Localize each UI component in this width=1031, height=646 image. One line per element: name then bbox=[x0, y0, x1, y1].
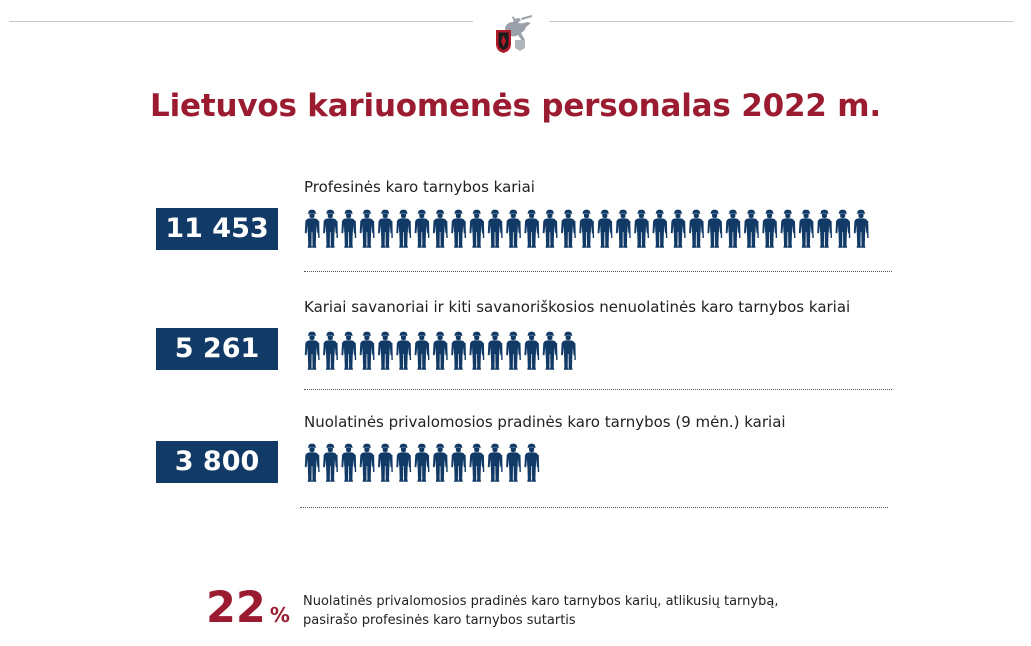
soldier-icon bbox=[561, 332, 576, 370]
army-emblem-icon bbox=[491, 14, 533, 54]
soldier-icon bbox=[817, 210, 832, 248]
soldier-icon bbox=[488, 444, 503, 482]
chart-title: Lietuvos kariuomenės personalas 2022 m. bbox=[150, 88, 881, 124]
soldier-icon bbox=[836, 210, 851, 248]
soldier-icon bbox=[360, 210, 375, 248]
soldier-icon bbox=[433, 210, 448, 248]
soldier-icon bbox=[726, 210, 741, 248]
soldier-icon bbox=[561, 210, 576, 248]
soldier-icon bbox=[799, 210, 814, 248]
soldier-icon bbox=[451, 332, 466, 370]
row-label-professional: Profesinės karo tarnybos kariai bbox=[304, 178, 535, 196]
soldier-icon bbox=[762, 210, 777, 248]
top-divider-left bbox=[9, 21, 473, 22]
soldier-icon bbox=[341, 444, 356, 482]
soldier-icon bbox=[744, 210, 759, 248]
soldier-icon bbox=[707, 210, 722, 248]
soldier-icon bbox=[451, 444, 466, 482]
row-label-volunteers: Kariai savanoriai ir kiti savanoriškosios nenuolatinės karo tarnybos kariai bbox=[304, 298, 851, 316]
value-box-professional: 11 453 bbox=[156, 208, 278, 250]
soldier-icon bbox=[616, 210, 631, 248]
soldier-icon bbox=[543, 210, 558, 248]
footer-text-line-1: Nuolatinės privalomosios pradinės karo tarnybos karių, atlikusių tarnybą, bbox=[303, 594, 779, 609]
soldier-icon bbox=[598, 210, 613, 248]
soldier-icon bbox=[378, 332, 393, 370]
value-box-conscripts: 3 800 bbox=[156, 441, 278, 483]
soldier-icon bbox=[433, 444, 448, 482]
footer-description bbox=[303, 592, 778, 630]
soldier-icon bbox=[360, 444, 375, 482]
soldier-icon bbox=[341, 332, 356, 370]
footer-text-line-2: pasirašo profesinės karo tarnybos sutartis bbox=[303, 613, 576, 628]
soldier-icon bbox=[415, 444, 430, 482]
soldier-icon bbox=[415, 210, 430, 248]
soldier-icon bbox=[506, 332, 521, 370]
icons-row-professional bbox=[304, 208, 884, 248]
soldier-icon bbox=[689, 210, 704, 248]
value-box-volunteers: 5 261 bbox=[156, 328, 278, 370]
top-divider-right bbox=[549, 21, 1013, 22]
soldier-icon bbox=[341, 210, 356, 248]
soldier-icon bbox=[671, 210, 686, 248]
soldier-icon bbox=[470, 444, 485, 482]
soldier-icon bbox=[323, 444, 338, 482]
row-divider-1 bbox=[304, 271, 892, 272]
soldier-icon bbox=[378, 210, 393, 248]
soldier-icon bbox=[543, 332, 558, 370]
soldier-icon bbox=[433, 332, 448, 370]
soldier-icon bbox=[451, 210, 466, 248]
soldier-icon bbox=[415, 332, 430, 370]
row-divider-2 bbox=[304, 389, 892, 390]
soldier-icon bbox=[396, 444, 411, 482]
soldier-icon bbox=[524, 210, 539, 248]
row-label-conscripts: Nuolatinės privalomosios pradinės karo tarnybos (9 mėn.) kariai bbox=[304, 413, 786, 431]
footer-percent bbox=[206, 583, 290, 633]
row-divider-3 bbox=[300, 507, 888, 508]
soldier-icon bbox=[488, 210, 503, 248]
soldier-icon bbox=[488, 332, 503, 370]
soldier-icon bbox=[305, 444, 320, 482]
footer-percent-sign: % bbox=[269, 603, 290, 627]
footer-percent-value: 22 bbox=[206, 583, 266, 633]
soldier-icon bbox=[524, 444, 539, 482]
soldier-icon bbox=[634, 210, 649, 248]
icons-row-conscripts bbox=[304, 442, 884, 482]
soldier-icon bbox=[323, 210, 338, 248]
soldier-icon bbox=[579, 210, 594, 248]
soldier-icon bbox=[506, 444, 521, 482]
soldier-icon bbox=[305, 332, 320, 370]
soldier-icon bbox=[323, 332, 338, 370]
soldier-icon bbox=[506, 210, 521, 248]
soldier-icon bbox=[470, 332, 485, 370]
soldier-icon bbox=[360, 332, 375, 370]
icons-row-volunteers bbox=[304, 330, 884, 370]
soldier-icon bbox=[653, 210, 668, 248]
soldier-icon bbox=[524, 332, 539, 370]
soldier-icon bbox=[854, 210, 869, 248]
soldier-icon bbox=[470, 210, 485, 248]
soldier-icon bbox=[396, 210, 411, 248]
soldier-icon bbox=[305, 210, 320, 248]
soldier-icon bbox=[396, 332, 411, 370]
soldier-icon bbox=[781, 210, 796, 248]
soldier-icon bbox=[378, 444, 393, 482]
